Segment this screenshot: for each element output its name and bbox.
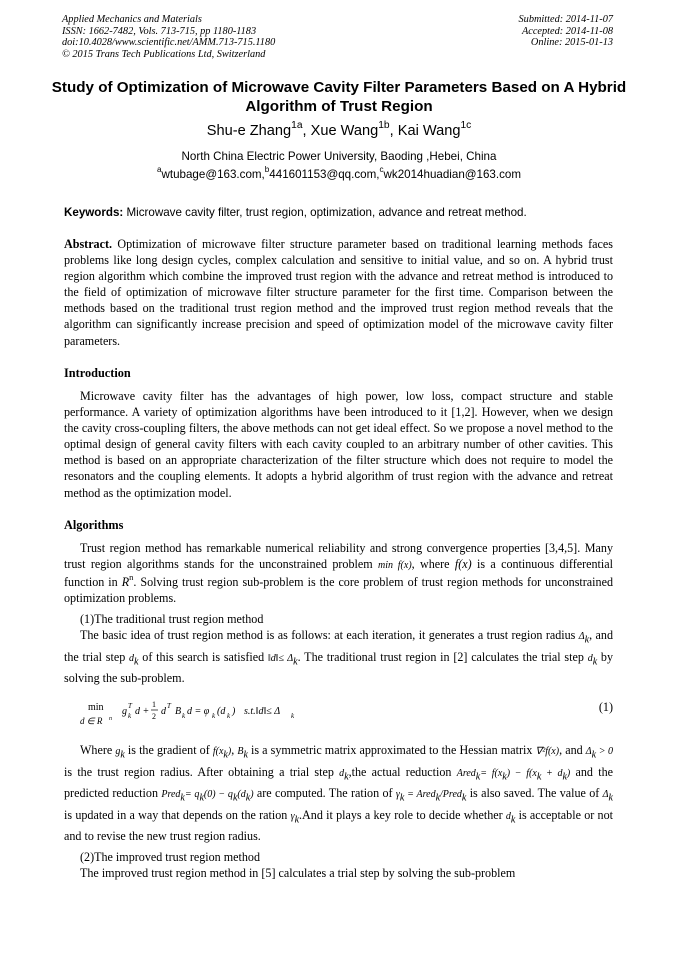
svg-text:min: min [88, 702, 104, 713]
math-pred-rhs: = q [184, 789, 200, 800]
svg-text:2: 2 [152, 712, 156, 721]
text-run: are computed. The ration of [256, 786, 393, 800]
math-delta-positive: Δ [585, 746, 592, 757]
algorithms-paragraph-3: Where $g_k$ is the gradient of $f(x_k)$, $B_k$ is a symmetric matrix approximated to the Hessian matrix ∇²f(x), and $\Delta_k > 0$ is the trust region radius. After obtaining a trial step $d_k,the$ actual reduction Ared$_k$= $f(x_k) - f(x_k + d_k)$ and the predicted reduction Pred$_k$= $q_k(0) - q_k(d_k)$ are computed. The ration of $\gamma_k$ = Ared$_k$/Pred$_k$ is also saved. The value of $\Delta_k$ is updated in a way that depends on the ration $\gamma_k.And$ it plays a key role to decide whether $d_k$ is acceptable or not and to revise the new trust region radius. [64, 743, 614, 843]
svg-text:n: n [109, 716, 112, 722]
text-run: is acceptable or not and to revise the new trust region radius. [64, 807, 613, 843]
journal-issn: ISSN: 1662-7482, Vols. 713-715, pp 1180-1183 [62, 25, 257, 37]
svg-text:T: T [167, 702, 171, 710]
email-mark: a [156, 165, 162, 175]
author-affil-mark: 1b [378, 120, 390, 132]
svg-text:k: k [128, 712, 132, 720]
equation-number: (1) [598, 700, 613, 714]
journal-copyright: © 2015 Trans Tech Publications Ltd, Switzerland [62, 48, 266, 60]
subsection-traditional: (1)The traditional trust region method [80, 612, 264, 626]
math-g-k: g [115, 746, 121, 757]
math-delta-k: Δ [578, 631, 585, 642]
text-run: is a continuous differential function in [64, 557, 613, 590]
text-run: . The traditional trust region in [2] calculates the trial step [297, 649, 584, 664]
math-ared: Ared [456, 767, 476, 779]
math-d-k: d [587, 652, 593, 664]
paper-title: Study of Optimization of Microwave Cavity Filter Parameters Based on A Hybrid Algorithm of Trust Region [51, 79, 627, 115]
svg-text:T: T [128, 702, 132, 710]
abstract-text: Optimization of microwave filter structure parameter based on traditional learning methods faces problems like long design cycles, complex calculation and sensitive to initial value, and so on. A hybrid trust region algorithm which combine the improved trust region with the advance and retreat method is introduced to the field of optimization of microwave filter structure parameter for the first time. Comparison between the methods based on the traditional trust region method and the improved trust region method reveals that the algorithm can significantly increase precision and speed of optimization model of the microwave cavity filter parameters. [64, 237, 613, 348]
math-f-xk: f(x [212, 746, 224, 757]
author-name: Kai Wang [397, 123, 461, 139]
text-run: is a symmetric matrix approximated to the Hessian matrix [251, 743, 533, 757]
svg-text:): ) [232, 706, 236, 717]
svg-text:B: B [175, 706, 182, 717]
email-mark: c [379, 165, 384, 175]
author-affil-mark: 1c [460, 120, 472, 132]
affiliation: North China Electric Power University, Baoding ,Hebei, China [181, 150, 497, 163]
svg-text:g: g [122, 706, 127, 717]
svg-text:d = φ: d = φ [187, 706, 210, 717]
email-list [40, 165, 638, 182]
text-run: .And it plays a key role to decide whether [299, 807, 503, 822]
text-run: Where [80, 743, 113, 757]
text-run: is updated in a way that depends on the ration [64, 807, 288, 822]
math-d-k: d [129, 652, 135, 664]
text-run: ,the actual reduction [348, 764, 452, 779]
text-run: , [231, 743, 235, 757]
svg-text:k: k [227, 712, 231, 720]
algorithms-paragraph-4: The improved trust region method in [5] calculates a trial step by solving the sub-problem [80, 866, 516, 880]
text-run: of this search is satisfied [142, 649, 265, 664]
text-run: is also saved. The value of [469, 786, 600, 800]
abstract [64, 236, 613, 349]
section-heading-introduction: Introduction [64, 366, 131, 380]
math-ared-rhs: = f(x [480, 767, 503, 779]
svg-text:k: k [212, 712, 216, 720]
svg-text:k: k [182, 712, 186, 720]
journal-doi: doi:10.4028/www.scientific.net/AMM.713-715.1180 [62, 37, 276, 49]
math-rn-exp: n [129, 572, 134, 583]
email-address[interactable]: wk2014huadian@163.com [383, 168, 522, 181]
svg-text:d ∈ R: d ∈ R [80, 716, 103, 726]
svg-text:1: 1 [152, 700, 156, 709]
introduction-text: Microwave cavity filter has the advantages of high power, low loss, compact structure and stable performance. A variety of optimization algorithms have been introduced to it [1,2]. However, when we design the cavity cross-coupling filters, the above methods can not get ideal effect. So we propose a novel method to the optimal design of general cavity filters with each cavity coupled to an arbitrary number of other cavities. This method is based on an appropriate characterization of the filter structure which does not require to model the resonators and the coupling elements. It adopts a hybrid algorithm of trust region with the advance and retreat method as the optimization model. [64, 389, 613, 500]
math-b-k: B [237, 746, 244, 757]
author-name: Shu-e Zhang [206, 123, 292, 139]
svg-text:s.t.‖d‖≤ Δ: s.t.‖d‖≤ Δ [244, 706, 281, 717]
journal-header-left [62, 14, 275, 60]
text-run: is the trust region radius. After obtaining a trial step [64, 764, 334, 779]
email-address[interactable]: wtubage@163.com, [161, 168, 265, 181]
svg-text:d +: d + [135, 706, 150, 717]
abstract-label: Abstract. [64, 237, 113, 251]
accepted-date: Accepted: 2014-11-08 [521, 25, 613, 37]
keywords [64, 206, 616, 220]
text-run: by solving the sub-problem. [64, 649, 614, 685]
email-mark: b [264, 165, 270, 175]
submitted-date: Submitted: 2014-11-07 [518, 14, 613, 25]
text-run: The basic idea of trust region method is as follows: at each iteration, it generates a trust region radius [80, 628, 576, 642]
section-heading-algorithms: Algorithms [64, 518, 124, 532]
math-norm-condition: ‖d‖≤ Δ [267, 652, 294, 664]
text-run: and the predicted reduction [64, 764, 614, 800]
equation-1 [78, 696, 613, 730]
text-run: Trust region method has remarkable numerical reliability and strong convergence properties [3,4,5]. Many trust region algorithms stands for the unconstrained problem [64, 541, 613, 572]
algorithms-paragraph-1 [64, 540, 613, 606]
math-hessian: ∇²f(x) [535, 746, 560, 757]
author-list: Shu-e Zhang$^{1a}$, Xue Wang$^{1b}$, Kai Wang$^{1c}$ [206, 120, 472, 139]
email-address[interactable]: 441601153@qq.com, [269, 168, 380, 181]
math-fx: f(x) [454, 557, 472, 572]
journal-name: Applied Mechanics and Materials [62, 14, 202, 25]
author-name: Xue Wang [310, 123, 379, 139]
algorithms-paragraph-2: The basic idea of trust region method is as follows: at each iteration, it generates a trust region radius $\Delta_k$, and the trial step $d_k$ of this search is satisfied ‖d‖≤ $\Delta_k$. The traditional trust region in [2] calculates the trial step $d_k$ by solving the sub-problem. [64, 628, 614, 685]
svg-text:k: k [291, 712, 295, 720]
equation-1-formula [78, 696, 538, 730]
keywords-text: Microwave cavity filter, trust region, optimization, advance and retreat method. [126, 206, 527, 219]
text-run: . Solving trust region sub-problem is the core problem of trust region methods for unconstrained optimization problems. [64, 575, 613, 606]
author-affil-mark: 1a [291, 120, 303, 132]
math-pred: Pred [161, 789, 181, 800]
text-run: , where [411, 557, 450, 572]
keywords-label: Keywords: [64, 206, 124, 219]
math-rn: R [121, 575, 130, 590]
text-run: , and the trial step [64, 628, 614, 664]
math-min-fx: min f(x) [377, 560, 412, 572]
svg-text:(d: (d [217, 706, 226, 717]
journal-header-right [519, 14, 613, 49]
subsection-improved: (2)The improved trust region method [80, 850, 261, 864]
svg-text:d: d [161, 706, 166, 717]
online-date: Online: 2015-01-13 [530, 37, 613, 49]
text-run: is the gradient of [127, 743, 210, 757]
text-run: , and [559, 743, 583, 757]
